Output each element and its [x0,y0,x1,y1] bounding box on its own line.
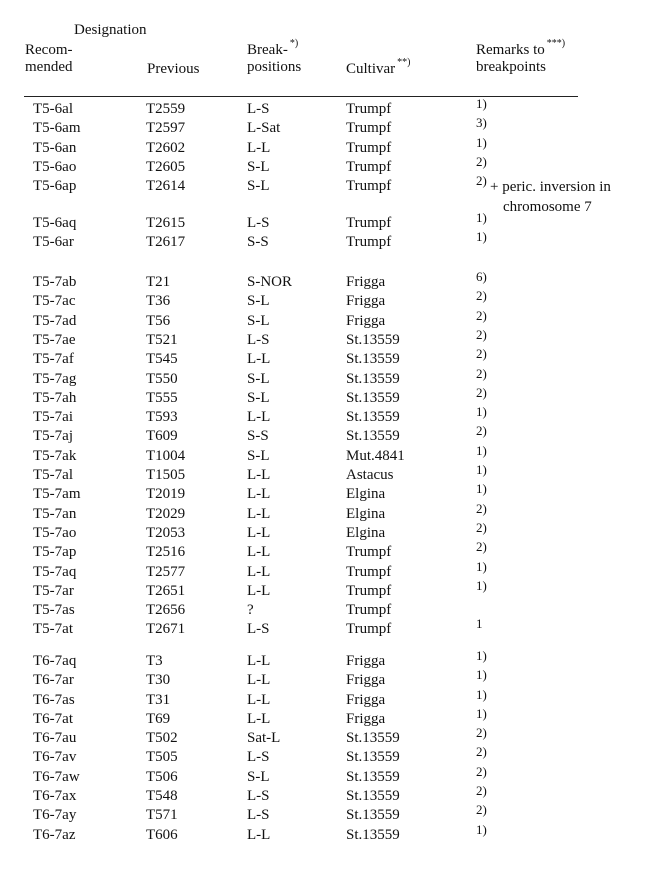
recommended-header-line1: Recom- [25,42,73,58]
cell-previous: T31 [146,692,171,708]
cell-remark: 2) [476,327,487,342]
cell-recommended: T5-7ao [33,525,77,541]
cell-previous: T2597 [146,120,186,136]
cell-cultivar: Trumpf [346,178,392,194]
cell-remark: 1) [476,443,487,458]
table-row [0,210,653,232]
cell-cultivar: St.13559 [346,749,400,765]
cell-cultivar: Frigga [346,313,386,329]
cell-breakpositions: S-L [247,769,270,785]
cell-recommended: T5-7ar [33,583,74,599]
cell-previous: T1505 [146,467,186,483]
cell-recommended: T5-7ae [33,332,76,348]
cell-remark: 2) [476,802,487,817]
table-row [0,481,653,503]
cell-cultivar: Trumpf [346,564,392,580]
table-row [0,501,653,523]
cell-remark: 1) [476,822,487,837]
cell-recommended: T6-7av [33,749,77,765]
cell-remark: 2) [476,764,487,779]
cell-cultivar: Elgina [346,525,386,541]
cell-cultivar: St.13559 [346,371,400,387]
cell-recommended: T6-7aq [33,653,77,669]
table-row [0,744,653,766]
cell-previous: T2671 [146,621,186,637]
cell-remark: 2) [476,366,487,381]
cell-breakpositions: S-L [247,390,270,406]
cell-breakpositions: L-L [247,351,271,367]
cell-remark: 2) [476,346,487,361]
cell-cultivar: St.13559 [346,409,400,425]
cell-cultivar: Frigga [346,653,386,669]
cell-recommended: T6-7as [33,692,75,708]
table-row [0,308,653,330]
cell-remark: 2) [476,744,487,759]
table-row [0,601,653,619]
cell-cultivar: St.13559 [346,428,400,444]
cell-breakpositions: L-L [247,140,271,156]
cell-previous: T2019 [146,486,186,502]
cell-breakpositions: L-S [247,101,270,117]
cell-recommended: T5-6ao [33,159,77,175]
remarks-header [476,38,566,76]
table-row [0,366,653,388]
cell-remark: 1) [476,481,487,496]
cell-previous: T3 [146,653,163,669]
cell-previous: T550 [146,371,178,387]
cell-recommended: T5-7at [33,621,73,637]
recommended-header-line2: mended [25,59,73,75]
remarks-header-line2: breakpoints [476,59,546,75]
table-row [0,616,653,638]
cell-breakpositions: L-L [247,827,271,843]
cell-recommended: T6-7ax [33,788,77,804]
cell-breakpositions: L-S [247,807,270,823]
breakpositions-header-line1: Break- [247,42,288,58]
cell-previous: T545 [146,351,178,367]
table-row [0,667,653,689]
cell-previous: T21 [146,274,171,290]
cell-remark: 1) [476,648,487,663]
cell-breakpositions: L-L [247,486,271,502]
cell-breakpositions: L-L [247,672,271,688]
table-row [0,764,653,786]
cell-previous: T502 [146,730,178,746]
cell-cultivar: Trumpf [346,140,392,156]
cell-recommended: T5-7ad [33,313,77,329]
cell-breakpositions: L-L [247,506,271,522]
cell-previous: T30 [146,672,171,688]
cell-cultivar: Frigga [346,293,386,309]
table-row [0,648,653,670]
cell-breakpositions: L-S [247,215,270,231]
cell-remark: 2) [476,154,487,169]
table-row [0,462,653,484]
cell-previous: T56 [146,313,171,329]
cell-breakpositions: L-S [247,621,270,637]
cell-breakpositions: L-L [247,525,271,541]
cell-cultivar: Trumpf [346,602,392,618]
cell-cultivar: St.13559 [346,827,400,843]
breakpositions-header-line2: positions [247,59,302,75]
cell-previous: T1004 [146,448,186,464]
cell-remark: 1) [476,706,487,721]
cell-recommended: T6-7at [33,711,73,727]
cell-breakpositions: L-L [247,711,271,727]
cell-remark: 1) [476,229,487,244]
cell-recommended: T5-7ah [33,390,77,406]
cell-cultivar: Astacus [346,467,394,483]
remarks-footnote-mark: ***) [546,38,566,49]
cell-recommended: T5-7as [33,602,75,618]
cell-breakpositions: S-L [247,178,270,194]
cell-remark: 1) [476,667,487,682]
cell-previous: T506 [146,769,178,785]
cultivar-footnote-mark: **) [397,57,411,68]
cell-breakpositions: S-NOR [247,274,293,290]
table-row [0,725,653,747]
table-row [0,559,653,581]
table-row [0,173,653,215]
cell-breakpositions: S-S [247,428,269,444]
table-row [0,578,653,600]
cell-previous: T548 [146,788,178,804]
cell-remark: 1) [476,96,487,111]
cell-recommended: T5-7al [33,467,73,483]
cell-previous: T2605 [146,159,186,175]
cell-previous: T2053 [146,525,186,541]
recommended-header [25,42,72,76]
cell-remark: 1) [476,404,487,419]
cell-cultivar: St.13559 [346,730,400,746]
table-row [0,115,653,137]
table-row [0,687,653,709]
cell-cultivar: Trumpf [346,215,392,231]
cell-remark: 2) [476,520,487,535]
cell-remark: 2) [476,385,487,400]
cell-cultivar: Trumpf [346,120,392,136]
table-row [0,154,653,176]
cell-remark: 2) [476,173,487,188]
cell-cultivar: Frigga [346,274,386,290]
cell-recommended: T6-7az [33,827,76,843]
cultivar-header-label: Cultivar [346,61,396,77]
cell-recommended: T5-7ac [33,293,76,309]
cell-recommended: T6-7au [33,730,77,746]
breakpositions-footnote-mark: *) [289,38,299,49]
table-row [0,346,653,368]
cell-cultivar: St.13559 [346,788,400,804]
cell-recommended: T5-7af [33,351,74,367]
cell-recommended: T5-7ag [33,371,77,387]
cell-cultivar: Frigga [346,711,386,727]
cell-previous: T505 [146,749,178,765]
cell-remark: 3) [476,115,487,130]
table-row [0,802,653,824]
cell-previous: T571 [146,807,178,823]
cell-recommended: T5-7am [33,486,81,502]
cell-remark: 2) [476,288,487,303]
cell-remark: 1) [476,578,487,593]
cell-cultivar: Trumpf [346,234,392,250]
cell-recommended: T5-6al [33,101,73,117]
cell-breakpositions: L-L [247,583,271,599]
cell-remark: 1) [476,462,487,477]
cell-previous: T36 [146,293,171,309]
cell-previous: T2614 [146,178,186,194]
breakpositions-header [247,38,302,76]
cell-breakpositions: L-S [247,332,270,348]
cell-breakpositions: S-L [247,159,270,175]
cell-cultivar: Elgina [346,486,386,502]
table-row [0,706,653,728]
cell-breakpositions: L-L [247,544,271,560]
table-row [0,404,653,426]
cell-breakpositions: ? [247,602,254,618]
cell-previous: T593 [146,409,178,425]
cell-remark: 1) [476,559,487,574]
designation-header: Designation [74,22,147,38]
cell-recommended: T5-6an [33,140,77,156]
remark-note-line1: + peric. inversion in [490,179,611,195]
cell-cultivar: Trumpf [346,159,392,175]
cell-recommended: T5-7aq [33,564,77,580]
cell-breakpositions: Sat-L [247,730,281,746]
cell-breakpositions: S-L [247,293,270,309]
cell-recommended: T6-7aw [33,769,80,785]
cell-breakpositions: L-S [247,788,270,804]
table-row [0,96,653,118]
table-row [0,423,653,445]
cell-previous: T2577 [146,564,186,580]
cell-breakpositions: S-L [247,371,270,387]
cell-previous: T2656 [146,602,186,618]
cell-breakpositions: S-L [247,448,270,464]
cell-previous: T2516 [146,544,186,560]
cell-previous: T69 [146,711,171,727]
header-rule [24,96,578,97]
table-row [0,520,653,542]
cell-remark: 1 [476,616,483,631]
cell-recommended: T5-7ap [33,544,77,560]
cell-breakpositions: L-Sat [247,120,281,136]
table-row [0,288,653,310]
cell-cultivar: St.13559 [346,332,400,348]
cell-recommended: T5-6am [33,120,81,136]
cell-cultivar: St.13559 [346,351,400,367]
cell-cultivar: Frigga [346,692,386,708]
cell-previous: T555 [146,390,178,406]
cell-breakpositions: L-S [247,749,270,765]
cultivar-header [346,57,411,78]
table-row [0,269,653,291]
cell-breakpositions: S-L [247,313,270,329]
cell-remark: 6) [476,269,487,284]
table-row [0,385,653,407]
cell-recommended: T5-6ap [33,178,77,194]
cell-previous: T2559 [146,101,186,117]
cell-cultivar: Trumpf [346,101,392,117]
cell-breakpositions: L-L [247,467,271,483]
cell-remark: 2) [476,423,487,438]
cell-cultivar: Mut.4841 [346,448,405,464]
cell-recommended: T5-7ab [33,274,77,290]
cell-breakpositions: L-L [247,692,271,708]
cell-remark: 1) [476,135,487,150]
previous-header: Previous [147,61,200,77]
cell-previous: T2617 [146,234,186,250]
cell-recommended: T5-7ai [33,409,73,425]
table-row [0,443,653,465]
cell-cultivar: Trumpf [346,583,392,599]
cell-recommended: T5-7aj [33,428,73,444]
table-row [0,539,653,561]
table-row [0,822,653,844]
table-row [0,783,653,805]
remarks-header-line1: Remarks to [476,42,545,58]
cell-remark: 1) [476,210,487,225]
table-row [0,229,653,251]
cell-remark: 2) [476,308,487,323]
cell-previous: T2029 [146,506,186,522]
table-row [0,135,653,157]
cell-previous: T609 [146,428,178,444]
cell-previous: T606 [146,827,178,843]
cell-cultivar: St.13559 [346,769,400,785]
cell-recommended: T5-7ak [33,448,77,464]
cell-recommended: T6-7ar [33,672,74,688]
cell-remark: 2) [476,783,487,798]
cell-recommended: T5-6ar [33,234,74,250]
table-row [0,327,653,349]
cell-cultivar: Trumpf [346,544,392,560]
cell-remark: 2) [476,539,487,554]
cell-breakpositions: L-L [247,409,271,425]
cell-cultivar: Trumpf [346,621,392,637]
cell-previous: T2602 [146,140,186,156]
cell-previous: T2651 [146,583,186,599]
cell-previous: T2615 [146,215,186,231]
cell-recommended: T6-7ay [33,807,77,823]
cell-recommended: T5-6aq [33,215,77,231]
cell-cultivar: Frigga [346,672,386,688]
cell-cultivar: Elgina [346,506,386,522]
remark-note [490,177,611,217]
cell-breakpositions: L-L [247,653,271,669]
cell-remark: 1) [476,687,487,702]
cell-previous: T521 [146,332,178,348]
cell-cultivar: St.13559 [346,390,400,406]
cell-remark: 2) [476,725,487,740]
cell-breakpositions: S-S [247,234,269,250]
cell-cultivar: St.13559 [346,807,400,823]
cell-recommended: T5-7an [33,506,77,522]
cell-remark: 2) [476,501,487,516]
remark-note-line2: chromosome 7 [503,199,592,215]
cell-breakpositions: L-L [247,564,271,580]
